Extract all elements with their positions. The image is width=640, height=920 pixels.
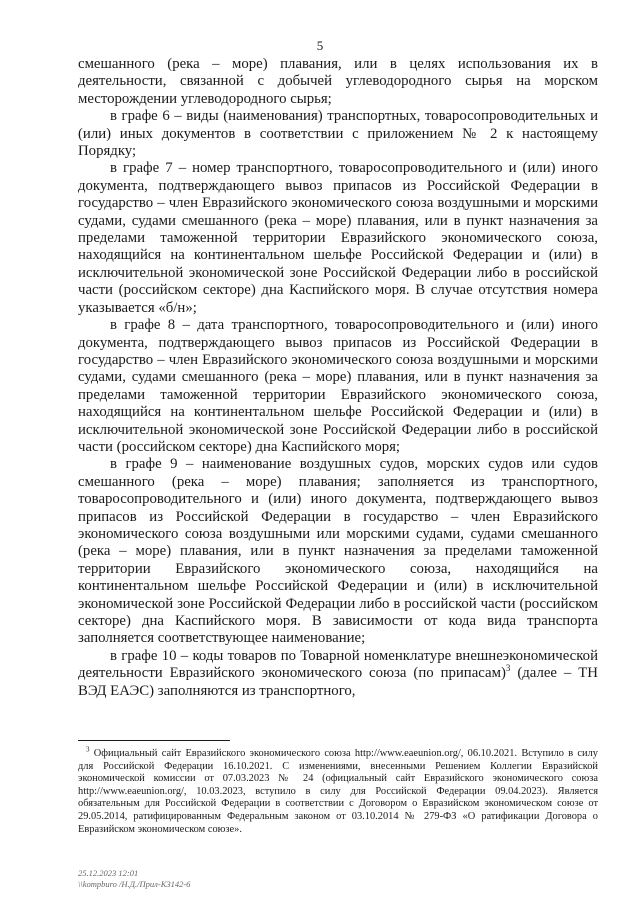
- meta-datetime: 25.12.2023 12:01: [78, 868, 139, 878]
- body-text: [78, 56, 598, 700]
- paragraph-column-9: в графе 9 – наименование воздушных судов, морских судов или судов смешанного (река – море) плавания; заполняется из транспортного, товаросопроводительного и (или) иного документа, подтверждающего вывоз припасов из Российской Федерации в государство – член Евразийского экономического союза воздушными или морскими судами, судами смешанного (река – море) плавания, или в пункт назначения за пределами таможенной территории Евразийского экономического союза, находящийся на континентальном шельфе Российской Федерации и (или) в исключительной экономической зоне Российской Федерации либо в российской части (российском секторе) дна Каспийского моря. В зависимости от кода вида транспорта заполняется соответствующее наименование;: [78, 456, 598, 647]
- paragraph-column-6: в графе 6 – виды (наименования) транспортных, товаросопроводительных и (или) иных документов в соответствии с приложением № 2 к настоящему Порядку;: [78, 108, 598, 160]
- meta-file-path: \\kompburo /Н.Д./Прил-К3142-6: [78, 879, 191, 889]
- paragraph-continuation: смешанного (река – море) плавания, или в целях использования их в деятельности, связанной с добычей углеводородного сырья на морском месторождении углеводородного сырья;: [78, 56, 598, 107]
- footnote: [78, 745, 598, 836]
- paragraph-column-7: в графе 7 – номер транспортного, товаросопроводительного и (или) иного документа, подтверждающего вывоз припасов из Российской Федерации в государство – член Евразийского экономического союза воздушными и морскими судами, судами смешанного (река – море) плавания, или в пункт назначения за пределами таможенной территории Евразийского экономического союза, находящийся на континентальном шельфе Российской Федерации и (или) в исключительной экономической зоне Российской Федерации либо в российской части (российском секторе) дна Каспийского моря. В случае отсутствия номера указывается «б/н»;: [78, 160, 598, 316]
- paragraph-column-8: в графе 8 – дата транспортного, товаросопроводительного и (или) иного документа, подтверждающего вывоз припасов из Российской Федерации в государство – член Евразийского экономического союза воздушными и морскими судами, судами смешанного (река – море) плавания, или в пункт назначения за пределами таможенной территории Евразийского экономического союза, находящийся на континентальном шельфе Российской Федерации и (или) в исключительной экономической зоне Российской Федерации либо в российской части (российском секторе) дна Каспийского моря;: [78, 317, 598, 455]
- footnote-text: Официальный сайт Евразийского экономического союза http://www.eaeunion.org/, 06.10.2021. Вступило в силу для Российской Федерации 16.10.2021. С изменениями, внесенными Решением Коллегии Евразийской экономической комиссии от 07.03.2023 № 24 (официальный сайт Евразийского экономического союза http://www.eaeunion.org/, 10.03.2023, вступило в силу для Российской Федерации 09.04.2023). Является обязательным для Российской Федерации в соответствии с Договором о Евразийском экономическом союзе от 29.05.2014, ратифицированным Федеральным законом от 03.10.2014 № 279-ФЗ «О ратификации Договора о Евразийском экономическом союзе».: [78, 748, 598, 835]
- document-metadata: [78, 868, 190, 890]
- paragraph-column-10-text: в графе 10 – коды товаров по Товарной номенклатуре внешнеэкономической деятельности Евразийского экономического союза (по припасам): [78, 647, 598, 682]
- footnote-separator: [78, 740, 230, 741]
- footnote-reference: 3: [505, 663, 511, 674]
- footnote-marker: 3: [86, 745, 90, 754]
- paragraph-column-10-text-end: (далее – ТН ВЭД ЕАЭС) заполняются из транспортного,: [78, 665, 598, 699]
- paragraph-column-10: [78, 648, 598, 700]
- page-number: 5: [316, 38, 324, 53]
